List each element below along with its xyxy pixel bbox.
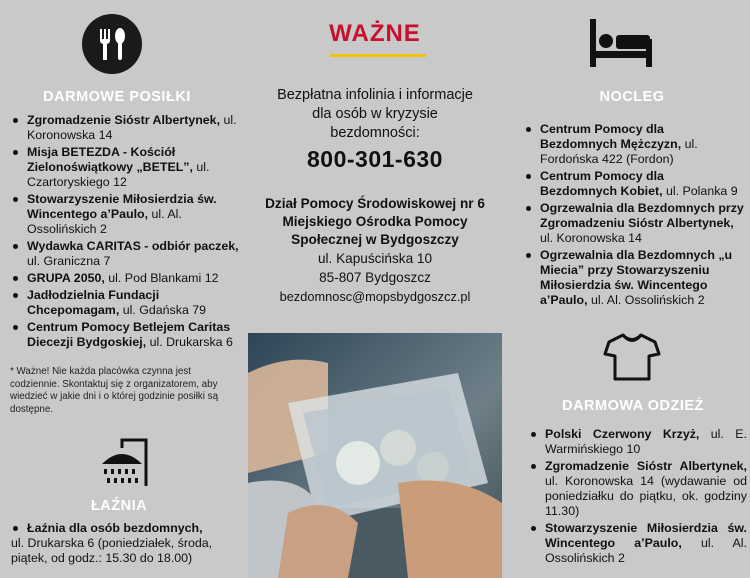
bath-title: ŁAŹNIA bbox=[90, 498, 148, 514]
place-name: Wydawka CARITAS - odbiór paczek, bbox=[27, 239, 239, 253]
place-address: ul. Al. Ossolińskich 2 bbox=[27, 207, 182, 236]
meal-list-item bbox=[11, 113, 239, 143]
shelter-list-item bbox=[524, 248, 744, 308]
email-link[interactable]: bezdomnosc@mopsbydgoszcz.pl bbox=[279, 289, 471, 304]
fork-spoon-icon bbox=[82, 14, 142, 74]
important-heading: WAŻNE bbox=[329, 20, 421, 47]
place-name: Zgromadzenie Sióstr Albertynek, bbox=[545, 459, 747, 473]
meal-list-item bbox=[11, 271, 239, 286]
place-name: Polski Czerwony Krzyż, bbox=[545, 427, 700, 441]
place-address: ul. Al. Ossolińskich 2 bbox=[545, 536, 748, 565]
bullet bbox=[531, 432, 536, 437]
bullet bbox=[526, 127, 531, 132]
place-address: ul. Koronowska 14 bbox=[27, 113, 237, 142]
bullet bbox=[13, 526, 18, 531]
tshirt-icon bbox=[603, 332, 661, 382]
place-name: Centrum Pomocy dla Bezdomnych Kobiet, bbox=[540, 169, 664, 198]
place-address: ul. Graniczna 7 bbox=[27, 254, 111, 268]
place-address: ul. Czartoryskiego 12 bbox=[27, 160, 210, 189]
place-name: Misja BETEZDA - Kościół Zielonoświątkowy „BETEL”, bbox=[27, 145, 193, 174]
bullet bbox=[13, 150, 18, 155]
bullet bbox=[13, 118, 18, 123]
bath-item bbox=[11, 521, 239, 566]
place-name: Centrum Pomocy Betlejem Caritas Diecezji Bydgoskiej, bbox=[27, 320, 231, 349]
bullet bbox=[13, 197, 18, 202]
clothes-title: DARMOWA ODZIEŻ bbox=[562, 398, 704, 414]
shelter-list-item bbox=[524, 122, 744, 167]
street-address: ul. Kapuścińska 10 bbox=[317, 251, 433, 266]
shelter-list-item bbox=[524, 201, 744, 246]
meal-list-item bbox=[11, 288, 239, 318]
phone-number[interactable]: 800-301-630 bbox=[307, 146, 443, 172]
place-name: Ogrzewalnia dla Bezdomnych „u Miecia” przy Stowarzyszeniu Miłosierdzia św. Wincentego a’Paulo, bbox=[540, 248, 733, 307]
bullet bbox=[13, 325, 18, 330]
place-name: GRUPA 2050, bbox=[27, 271, 105, 285]
place-address: ul. Al. Ossolińskich 2 bbox=[587, 293, 705, 307]
place-name: Stowarzyszenie Miłosierdzia św. Wincentego a’Paulo, bbox=[545, 521, 747, 550]
place-name: Stowarzyszenie Miłosierdzia św. Wincentego a’Paulo, bbox=[27, 192, 217, 221]
bullet bbox=[13, 276, 18, 281]
bath-details: ul. Drukarska 6 (poniedziałek, środa, piątek, od godz.: 15.30 do 18.00) bbox=[11, 536, 213, 565]
meals-title: DARMOWE POSIŁKI bbox=[43, 89, 191, 105]
meal-list-item bbox=[11, 239, 239, 269]
clothing-list-item bbox=[529, 427, 747, 457]
bullet bbox=[531, 464, 536, 469]
place-address: ul. Fordońska 422 (Fordon) bbox=[540, 137, 698, 166]
place-name: Zgromadzenie Sióstr Albertynek, bbox=[27, 113, 221, 127]
clothing-list-item bbox=[529, 459, 747, 519]
night-title: NOCLEG bbox=[599, 89, 665, 105]
meals-list bbox=[11, 113, 239, 352]
bath-name: Łaźnia dla osób bezdomnych, bbox=[27, 521, 203, 535]
place-name: Centrum Pomocy dla Bezdomnych Mężczyzn, bbox=[540, 122, 682, 151]
city-address: 85-807 Bydgoszcz bbox=[319, 270, 431, 285]
meal-list-item bbox=[11, 192, 239, 237]
department-name: Dział Pomocy Środowiskowej nr 6 Miejskiego Ośrodka Pomocy Społecznej w Bydgoszczy bbox=[265, 196, 485, 247]
place-address: ul. Koronowska 14 bbox=[540, 231, 642, 245]
bullet bbox=[526, 174, 531, 179]
bed-icon bbox=[588, 17, 654, 69]
shelter-list-item bbox=[524, 169, 744, 199]
availability-note: * Ważne! Nie każda placówka czynna jest codziennie. Skontaktuj się z organizatorem, aby wiedzieć w jakie dni i o której godzinie posiłki są dostępne. bbox=[10, 366, 219, 415]
place-name: Ogrzewalnia dla Bezdomnych przy Zgromadzeniu Sióstr Albertynek, bbox=[540, 201, 744, 230]
heading-underline bbox=[330, 54, 426, 57]
bullet bbox=[13, 244, 18, 249]
night-list bbox=[524, 122, 744, 310]
place-address: ul. Koronowska 14 (wydawanie od poniedziałku do piątku, ok. godziny 11.30) bbox=[545, 474, 747, 518]
place-address: ul. Polanka 9 bbox=[662, 184, 738, 198]
place-address: ul. Gdańska 79 bbox=[119, 303, 207, 317]
shower-icon bbox=[92, 434, 152, 488]
bullet bbox=[13, 293, 18, 298]
clothing-list-item bbox=[529, 521, 747, 566]
place-address: ul. Pod Blankami 12 bbox=[104, 271, 219, 285]
place-address: ul. E. Warmińskiego 10 bbox=[545, 427, 747, 456]
clothes-list bbox=[529, 427, 747, 568]
infoline-text: Bezpłatna infolinia i informacje dla osób w kryzysie bezdomności: bbox=[277, 87, 473, 141]
meal-list-item bbox=[11, 145, 239, 190]
food-container-photo bbox=[248, 333, 502, 578]
place-name: Jadłodzielnia Fundacji Chcepomagam, bbox=[27, 288, 160, 317]
place-address: ul. Drukarska 6 bbox=[146, 335, 233, 349]
bullet bbox=[526, 253, 531, 258]
bullet bbox=[531, 526, 536, 531]
bullet bbox=[526, 206, 531, 211]
meal-list-item bbox=[11, 320, 239, 350]
